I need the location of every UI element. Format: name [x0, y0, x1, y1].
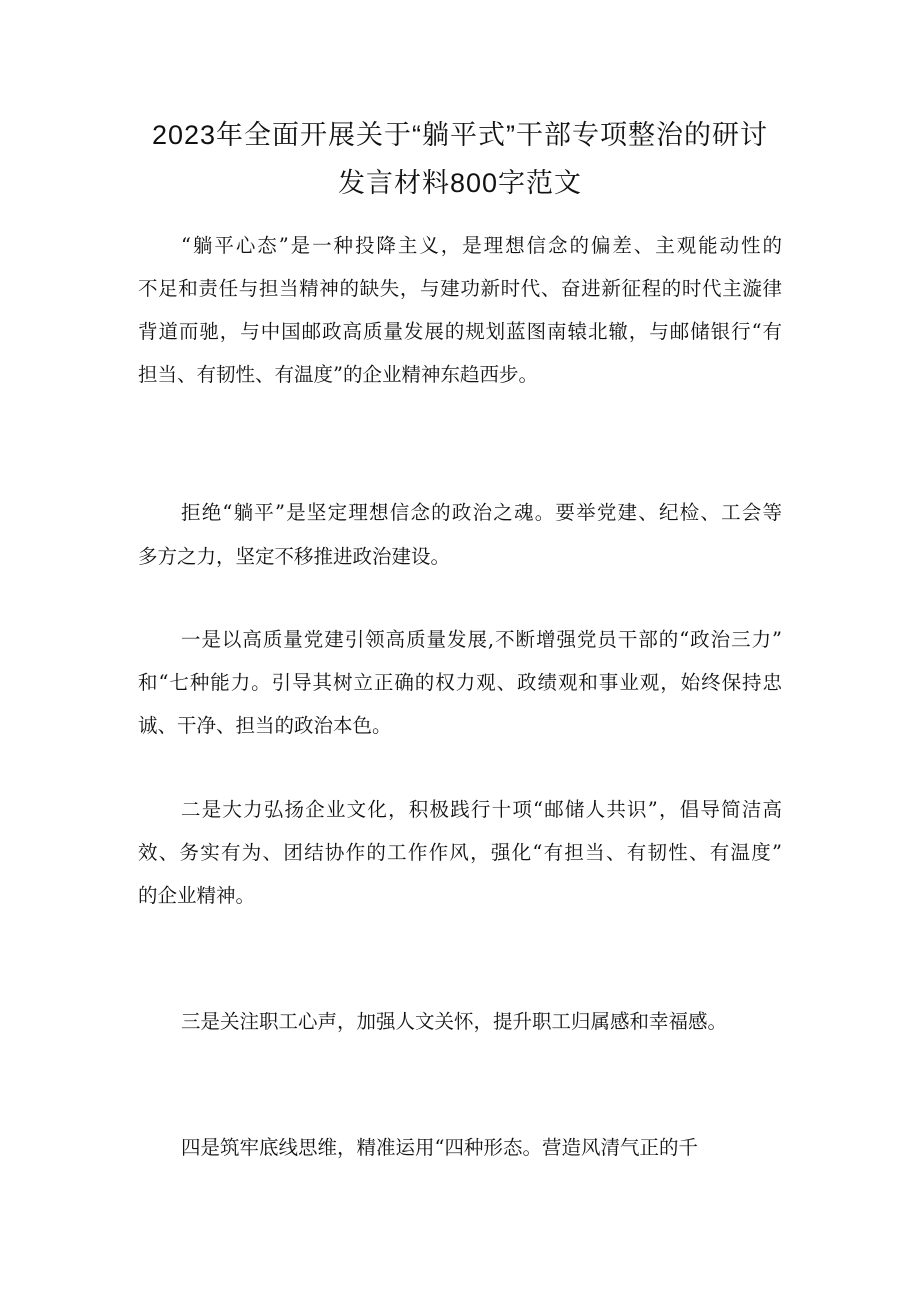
- paragraph-line: 的企业精神。: [138, 884, 256, 907]
- paragraph-line: 效、务实有为、团结协作的工作作风，强化“有担当、有韧性、有温度”: [138, 841, 782, 864]
- paragraph-line: 一是以高质量党建引领高质量发展,不断增强党员干部的“政治三力”: [181, 628, 782, 651]
- paragraph-line: 诚、干净、担当的政治本色。: [138, 714, 392, 737]
- paragraph-line: 二是大力弘扬企业文化，积极践行十项“邮储人共识”，倡导简洁高: [181, 798, 782, 821]
- paragraph-line: 三是关注职工心声，加强人文关怀，提升职工归属感和幸福感。: [181, 1010, 728, 1033]
- paragraph-line: “躺平心态”是一种投降主义，是理想信念的偏差、主观能动性的: [181, 234, 782, 257]
- paragraph-line: 和“七种能力。引导其树立正确的权力观、政绩观和事业观，始终保持忠: [138, 671, 782, 694]
- paragraph-line: 担当、有韧性、有温度”的企业精神东趋西步。: [138, 363, 538, 386]
- document-title-line-1: 2023年全面开展关于“躺平式”干部专项整治的研讨: [151, 120, 769, 150]
- paragraph-line: 不足和责任与担当精神的缺失，与建功新时代、奋进新征程的时代主漩律: [138, 277, 782, 300]
- paragraph-line: 四是筑牢底线思维，精准运用“四种形态。营造风清气正的千: [181, 1136, 698, 1159]
- paragraph-line: 多方之力，坚定不移推进政治建设。: [138, 545, 451, 568]
- document-title-line-2: 发言材料800字范文: [337, 168, 583, 198]
- paragraph-line: 拒绝“躺平”是坚定理想信念的政治之魂。要举党建、纪检、工会等: [181, 501, 782, 524]
- paragraph-line: 背道而驰，与中国邮政高质量发展的规划蓝图南辕北辙，与邮储银行“有: [138, 320, 782, 343]
